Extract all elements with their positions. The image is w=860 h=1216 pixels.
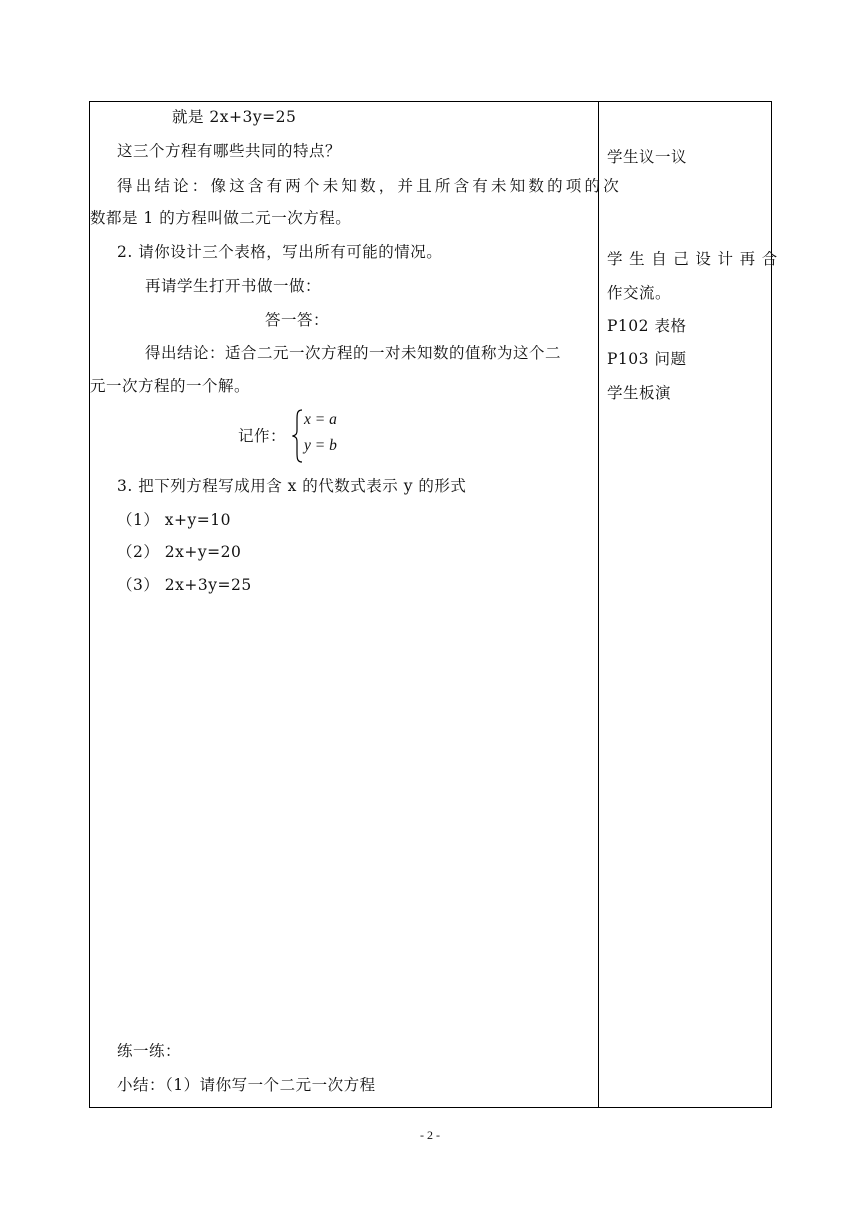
left-line-14: 练一练： (117, 1042, 182, 1060)
lesson-table (89, 101, 784, 1108)
notation-label: 记作： (238, 427, 287, 445)
page-number: - 2 - (420, 1128, 440, 1142)
right-line-2: 学生自己设计再合 (607, 250, 784, 268)
left-line-3: 得出结论：像这含有两个未知数，并且所含有未知数的项的次 (117, 177, 622, 195)
right-line-6: 学生板演 (607, 384, 672, 402)
right-line-4: P102 表格 (607, 317, 687, 335)
left-line-5: 2. 请你设计三个表格，写出所有可能的情况。 (117, 243, 443, 261)
left-line-12: （2） 2x+y=20 (117, 543, 242, 561)
notation-eq-y: y = b (304, 437, 337, 454)
left-line-6: 再请学生打开书做一做： (145, 277, 322, 295)
column-divider (598, 102, 599, 1107)
right-line-3: 作交流。 (607, 284, 672, 302)
left-line-10: 3. 把下列方程写成用含 x 的代数式表示 y 的形式 (117, 477, 467, 495)
right-line-5: P103 问题 (607, 350, 687, 368)
left-line-4: 数都是 1 的方程叫做二元一次方程。 (90, 209, 352, 227)
left-line-11: （1） x+y=10 (117, 511, 231, 529)
left-line-8: 得出结论：适合二元一次方程的一对未知数的值称为这个二 (145, 344, 562, 362)
notation-eq-x: x = a (304, 411, 337, 428)
left-line-13: （3） 2x+3y=25 (117, 576, 252, 594)
left-line-9: 元一次方程的一个解。 (90, 377, 251, 395)
left-line-2: 这三个方程有哪些共同的特点？ (117, 142, 342, 160)
left-line-15: 小结：（1）请你写一个二元一次方程 (117, 1076, 376, 1094)
right-line-1: 学生议一议 (607, 148, 688, 166)
left-line-7: 答一答： (265, 311, 330, 329)
curly-brace-icon (292, 408, 304, 464)
left-line-1: 就是 2x+3y=25 (172, 108, 297, 126)
